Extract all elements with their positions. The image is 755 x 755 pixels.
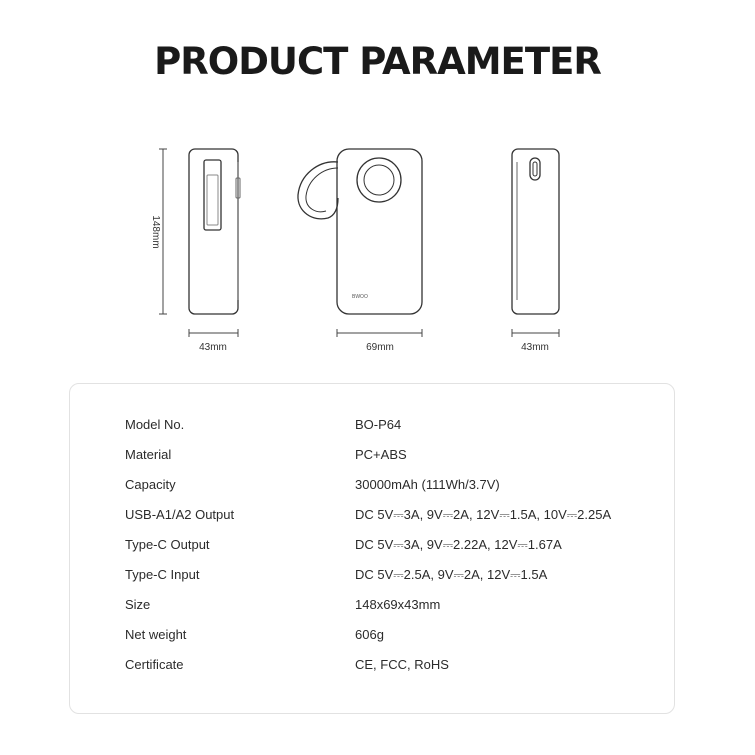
side-right-width-dimension [512, 329, 559, 337]
side-right-outline [512, 149, 559, 314]
spec-label: Model No. [125, 417, 185, 432]
side-right-button-inner [533, 162, 537, 176]
spec-label: Capacity [125, 477, 176, 492]
spec-value: 606g [355, 627, 384, 642]
spec-value: PC+ABS [355, 447, 407, 462]
spec-label: Type-C Output [125, 537, 210, 552]
spec-value: 30000mAh (111Wh/3.7V) [355, 477, 500, 492]
front-logo: BWOO [352, 294, 368, 300]
spec-label: USB-A1/A2 Output [125, 507, 235, 522]
side-left-outline [189, 149, 238, 314]
spec-value: 148x69x43mm [355, 597, 441, 612]
front-view [298, 149, 422, 314]
spec-value: DC 5V⎓2.5A, 9V⎓2A, 12V⎓1.5A [355, 567, 548, 582]
front-width-label: 69mm [366, 342, 394, 353]
lanyard [298, 162, 338, 219]
spec-label: Net weight [125, 627, 187, 642]
spec-label: Certificate [125, 657, 184, 672]
lanyard-inner [306, 168, 338, 212]
side-right-width-label: 43mm [521, 342, 549, 353]
spec-value: DC 5V⎓3A, 9V⎓2.22A, 12V⎓1.67A [355, 537, 562, 552]
side-view-left [189, 149, 240, 314]
spec-value: BO-P64 [355, 417, 402, 432]
spec-value: CE, FCC, RoHS [355, 657, 449, 672]
side-right-button [530, 158, 540, 180]
height-label: 148mm [150, 215, 161, 249]
spec-value: DC 5V⎓3A, 9V⎓2A, 12V⎓1.5A, 10V⎓2.25A [355, 507, 612, 522]
front-display [364, 165, 394, 195]
side-left-cable-inner [207, 175, 218, 225]
front-width-dimension [337, 329, 422, 337]
spec-label: Size [125, 597, 151, 612]
spec-label: Material [125, 447, 172, 462]
side-left-width-label: 43mm [199, 342, 227, 353]
side-view-right [512, 149, 559, 314]
side-left-width-dimension [189, 329, 238, 337]
spec-table [69, 383, 675, 714]
spec-label: Type-C Input [125, 567, 200, 582]
page-title: PRODUCT PARAMETER [154, 40, 601, 83]
front-outline [337, 149, 422, 314]
